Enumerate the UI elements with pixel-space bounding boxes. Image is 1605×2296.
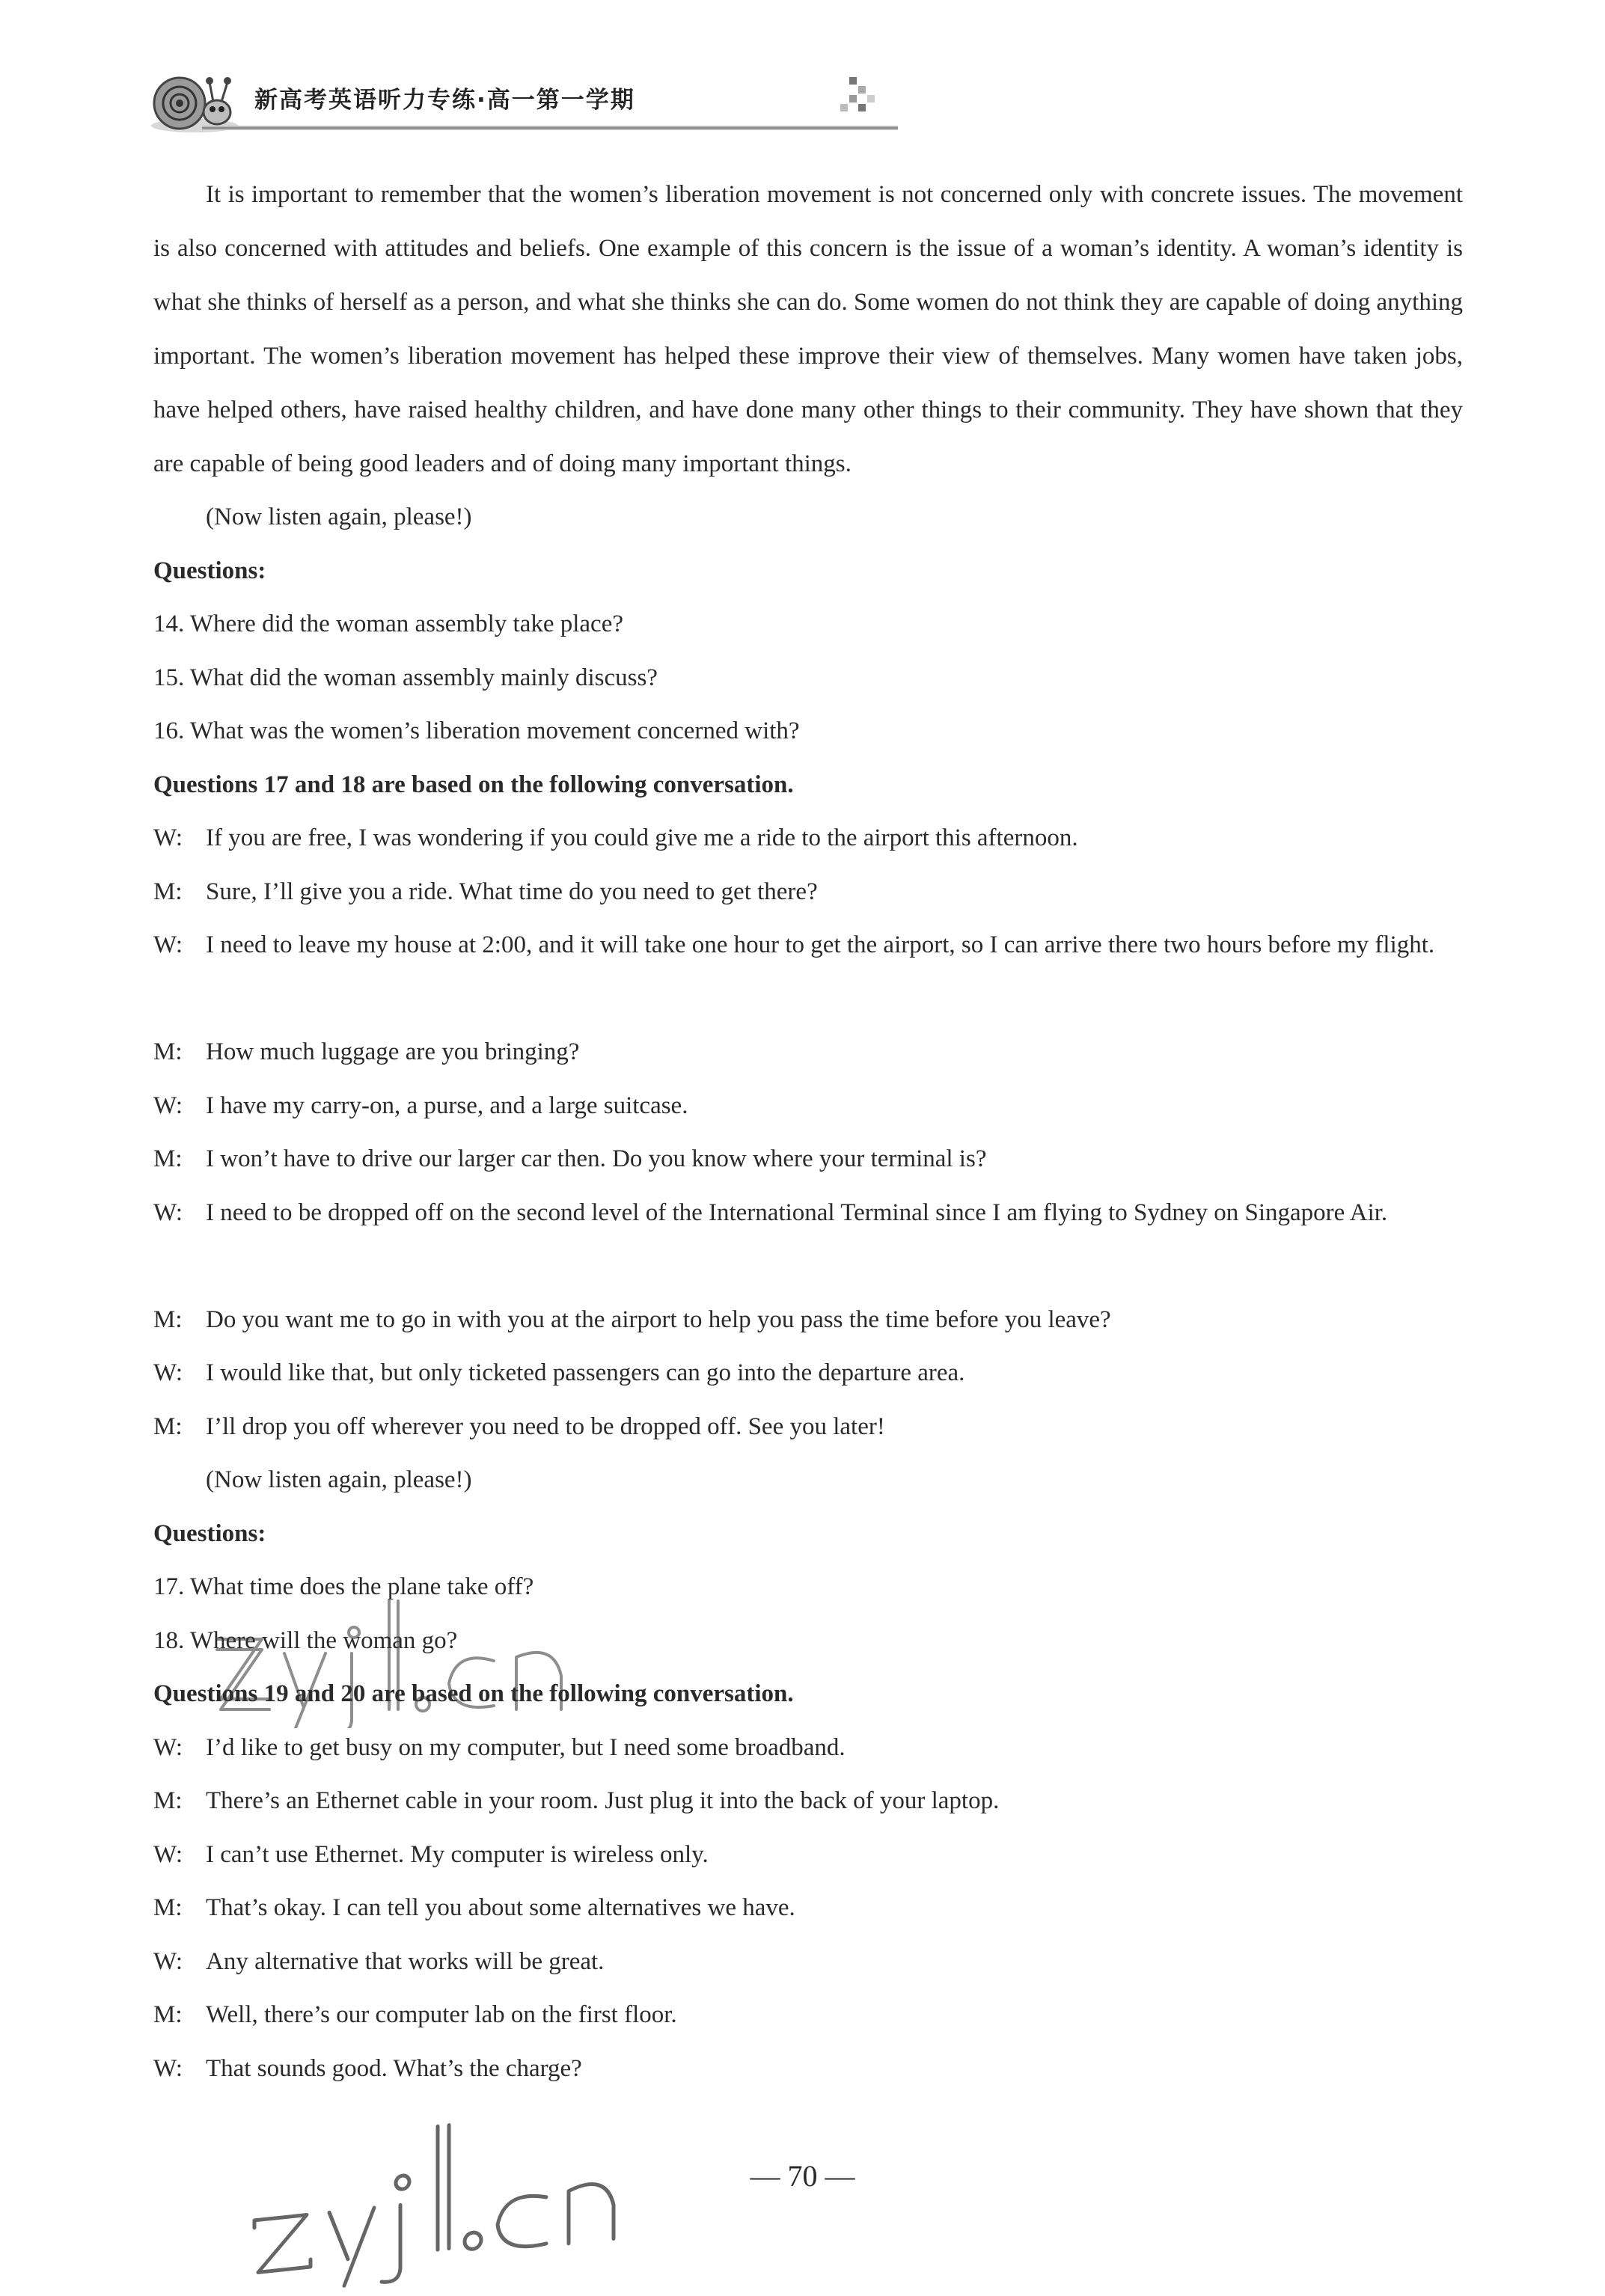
question-14: 14. Where did the woman assembly take place? [153,610,623,637]
question-15: 15. What did the woman assembly mainly discuss? [153,664,658,691]
dialogue-line [153,1133,1463,1187]
dialogue-line [153,1026,1463,1080]
speaker-label: M: [153,1305,183,1333]
dialogue-text: That’s okay. I can tell you about some alternatives we have. [206,1894,795,1921]
speaker-label: W: [153,1947,183,1975]
dialogue-text: There’s an Ethernet cable in your room. Just plug it into the back of your laptop. [206,1787,1000,1814]
dialogue-text: I would like that, but only ticketed passengers can go into the departure area. [206,1359,965,1386]
speaker-label: M: [153,878,183,905]
speaker-label: M: [153,1894,183,1921]
speaker-label: W: [153,824,183,851]
dialogue-text: If you are free, I was wondering if you could give me a ride to the airport this afternoon. [206,824,1078,851]
speaker-label: W: [153,1092,183,1119]
dialogue-line [153,1347,1463,1400]
listen-again-note: (Now listen again, please!) [206,503,472,530]
dialogue-text: Do you want me to go in with you at the airport to help you pass the time before you leave? [206,1305,1111,1333]
dialogue-line [153,1935,1463,1989]
speaker-label: M: [153,2001,183,2028]
dialogue-line [153,1080,1463,1133]
dialogue-line [153,919,1463,1026]
dialogue-text: That sounds good. What’s the charge? [206,2054,582,2082]
question-16: 16. What was the women’s liberation movement concerned with? [153,717,800,744]
header-rule [202,124,898,132]
speaker-label: M: [153,1412,183,1440]
dialogue-line [153,1187,1463,1294]
dialogue-text: I won’t have to drive our larger car then. Do you know where your terminal is? [206,1145,987,1172]
header-title: 新高考英语听力专练·高一第一学期 [254,87,635,114]
passage-paragraph: It is important to remember that the women’s liberation movement is not concerned only with concrete issues. The movement is also concerned with attitudes and beliefs. One example of this concern is the issue of a woman’s identity. A woman’s identity is what she thinks of herself as a person, and what she thinks she can do. Some women do not think they are capable of doing anything important. The women’s liberation movement has helped these improve their view of themselves. Many women have taken jobs, have helped others, have raised healthy children, and have done many other things to their community. They have shown that they are capable of being good leaders and of doing many important things. [153,181,1463,477]
question-17: 17. What time does the plane take off? [153,1573,534,1600]
conversation-heading: Questions 17 and 18 are based on the following conversation. [153,771,794,798]
conversation-heading: Questions 19 and 20 are based on the following conversation. [153,1680,794,1707]
speaker-label: W: [153,1733,183,1761]
questions-heading: Questions: [153,1519,266,1547]
decorative-squares-icon [819,73,879,118]
dialogue-line [153,812,1463,866]
watermark-logo [239,2117,629,2289]
watermark-logo [202,1579,621,1728]
dialogue-line [153,1400,1463,1454]
dialogue-line [153,1989,1463,2042]
speaker-label: M: [153,1038,183,1065]
dialogue-text: I need to be dropped off on the second level of the International Terminal since I am flying to Sydney on Singapore Air. [206,1198,1388,1226]
dialogue-line [153,1775,1463,1828]
dialogue-text: I can’t use Ethernet. My computer is wireless only. [206,1840,709,1868]
speaker-label: W: [153,931,183,958]
speaker-label: W: [153,1359,183,1386]
questions-heading: Questions: [153,557,266,584]
dialogue-text: I’ll drop you off wherever you need to be dropped off. See you later! [206,1412,885,1440]
dialogue-text: Sure, I’ll give you a ride. What time do you need to get there? [206,878,818,905]
main-content [153,168,1463,2096]
dialogue-line [153,1294,1463,1347]
dialogue-line [153,2042,1463,2096]
listen-again-note: (Now listen again, please!) [206,1466,472,1493]
dialogue-text: Any alternative that works will be great. [206,1947,605,1975]
dialogue-text: I have my carry-on, a purse, and a large suitcase. [206,1092,688,1119]
page-number: — 70 — [750,2159,855,2193]
dialogue-text: Well, there’s our computer lab on the first floor. [206,2001,677,2028]
dialogue-line [153,866,1463,919]
page-header [150,66,748,137]
dialogue-line [153,1828,1463,1882]
dialogue-text: I need to leave my house at 2:00, and it will take one hour to get the airport, so I can arrive there two hours before my flight. [206,931,1435,958]
speaker-label: M: [153,1787,183,1814]
dialogue-line [153,1721,1463,1775]
speaker-label: W: [153,2054,183,2082]
speaker-label: W: [153,1840,183,1868]
dialogue-text: How much luggage are you bringing? [206,1038,580,1065]
speaker-label: W: [153,1198,183,1226]
speaker-label: M: [153,1145,183,1172]
question-18: 18. Where will the woman go? [153,1626,458,1654]
dialogue-text: I’d like to get busy on my computer, but I need some broadband. [206,1733,846,1761]
dialogue-line [153,1882,1463,1935]
